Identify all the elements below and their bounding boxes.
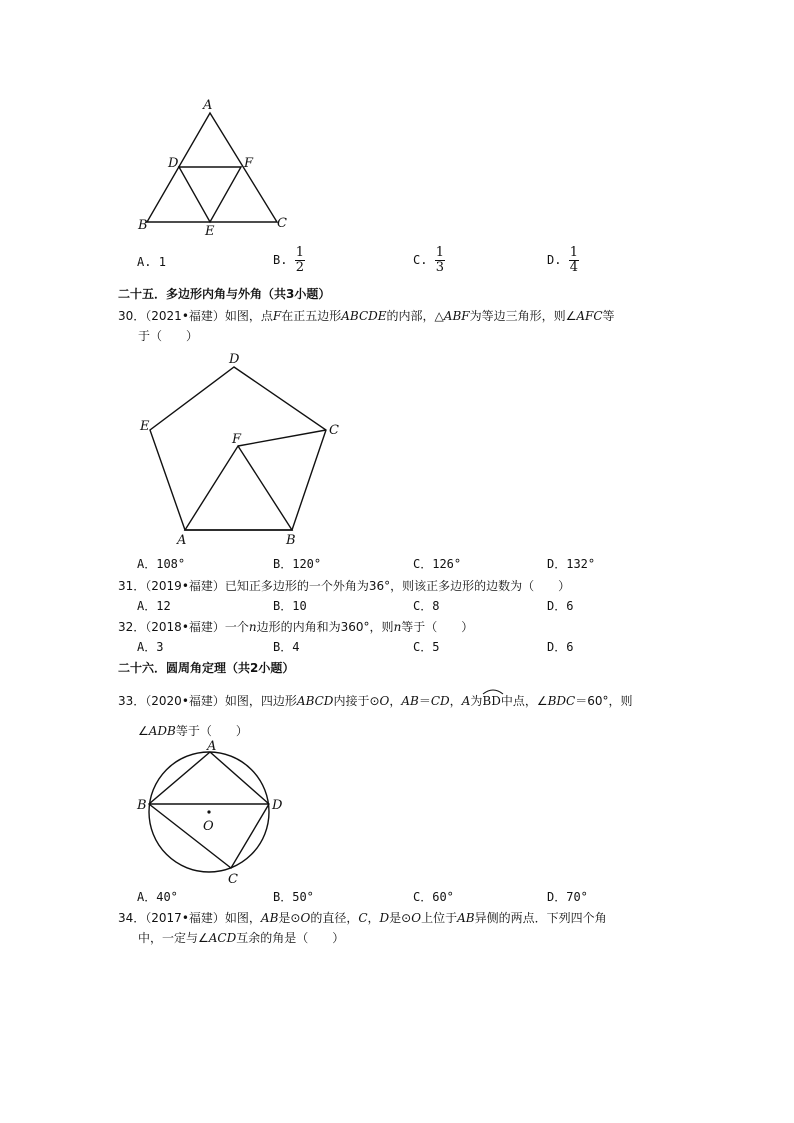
q33-stem-line2: ∠ADB等于（ ）	[138, 724, 248, 738]
circle-label-c: C	[228, 872, 238, 887]
q32-stem: 32．（2018•福建）一个n边形的内角和为360°，则n等于（ ）	[118, 620, 474, 634]
fig1-label-e: E	[205, 224, 215, 239]
q34-stem: 34．（2017•福建）如图，AB是⊙O的直径，C，D是⊙O上位于AB异侧的两点．下列四个角	[118, 911, 607, 925]
pentagon-label-e: E	[140, 419, 150, 434]
circle-label-d: D	[272, 798, 283, 813]
pentagon-figure	[135, 350, 345, 550]
inscribed-quadrilateral-figure	[130, 738, 290, 888]
q32-option-c: C．5	[413, 640, 440, 654]
fraction-one-quarter: $\frac{1}{4}$	[569, 245, 578, 275]
q30-option-b: B．120°	[273, 557, 322, 571]
circle-label-b: B	[137, 798, 147, 813]
fig1-label-f: F	[244, 156, 254, 171]
q29-option-a: A. 1	[137, 255, 166, 269]
q32-option-d: D．6	[547, 640, 574, 654]
fig1-label-a: A	[203, 98, 213, 113]
q29-option-c: C. $\frac{1}{3}$	[413, 245, 444, 275]
q33-option-a: A．40°	[137, 890, 178, 904]
q30-stem-line2: 于（ ）	[138, 329, 199, 343]
pentagon-label-c: C	[329, 423, 339, 438]
section-25-title: 二十五．多边形内角与外角（共3小题）	[118, 287, 331, 301]
q31-option-c: C．8	[413, 599, 440, 613]
circle-label-a: A	[207, 739, 217, 754]
q31-option-d: D．6	[547, 599, 574, 613]
q33-stem: 33．（2020•福建）如图，四边形ABCD内接于⊙O，AB＝CD，A为 BD中点，∠BDC＝60°，则	[118, 693, 633, 709]
fraction-one-half: $\frac{1}{2}$	[295, 245, 304, 275]
pentagon-label-b: B	[286, 533, 296, 548]
q33-option-b: B．50°	[273, 890, 314, 904]
q31-stem: 31．（2019•福建）已知正多边形的一个外角为36°，则该正多边形的边数为（ ）	[118, 579, 571, 593]
fig1-label-c: C	[277, 216, 287, 231]
fig1-label-d: D	[168, 156, 179, 171]
q30-stem: 30．（2021•福建）如图，点F在正五边形ABCDE的内部，△ABF为等边三角形，则∠AFC等	[118, 309, 615, 323]
fraction-one-third: $\frac{1}{3}$	[435, 245, 444, 275]
q29-option-b: B. $\frac{1}{2}$	[273, 245, 304, 275]
arc-bd-label: BD	[482, 693, 500, 709]
pentagon-label-a: A	[177, 533, 187, 548]
triangle-midpoint-figure	[130, 95, 300, 240]
q29-option-d: D. $\frac{1}{4}$	[547, 245, 578, 275]
q33-option-d: D．70°	[547, 890, 588, 904]
q31-option-a: A．12	[137, 599, 171, 613]
section-26-title: 二十六．圆周角定理（共2小题）	[118, 661, 295, 675]
q32-option-a: A．3	[137, 640, 164, 654]
arc-overline-icon	[482, 687, 504, 695]
q30-option-d: D．132°	[547, 557, 596, 571]
q32-option-b: B．4	[273, 640, 300, 654]
fig1-label-b: B	[138, 218, 148, 233]
pentagon-label-f: F	[232, 432, 242, 447]
q31-option-b: B．10	[273, 599, 307, 613]
pentagon-label-d: D	[229, 352, 240, 367]
circle-label-o: O	[203, 819, 214, 834]
q30-option-c: C．126°	[413, 557, 462, 571]
q34-stem-line2: 中，一定与∠ACD互余的角是（ ）	[138, 931, 345, 945]
q33-option-c: C．60°	[413, 890, 454, 904]
q30-option-a: A．108°	[137, 557, 186, 571]
